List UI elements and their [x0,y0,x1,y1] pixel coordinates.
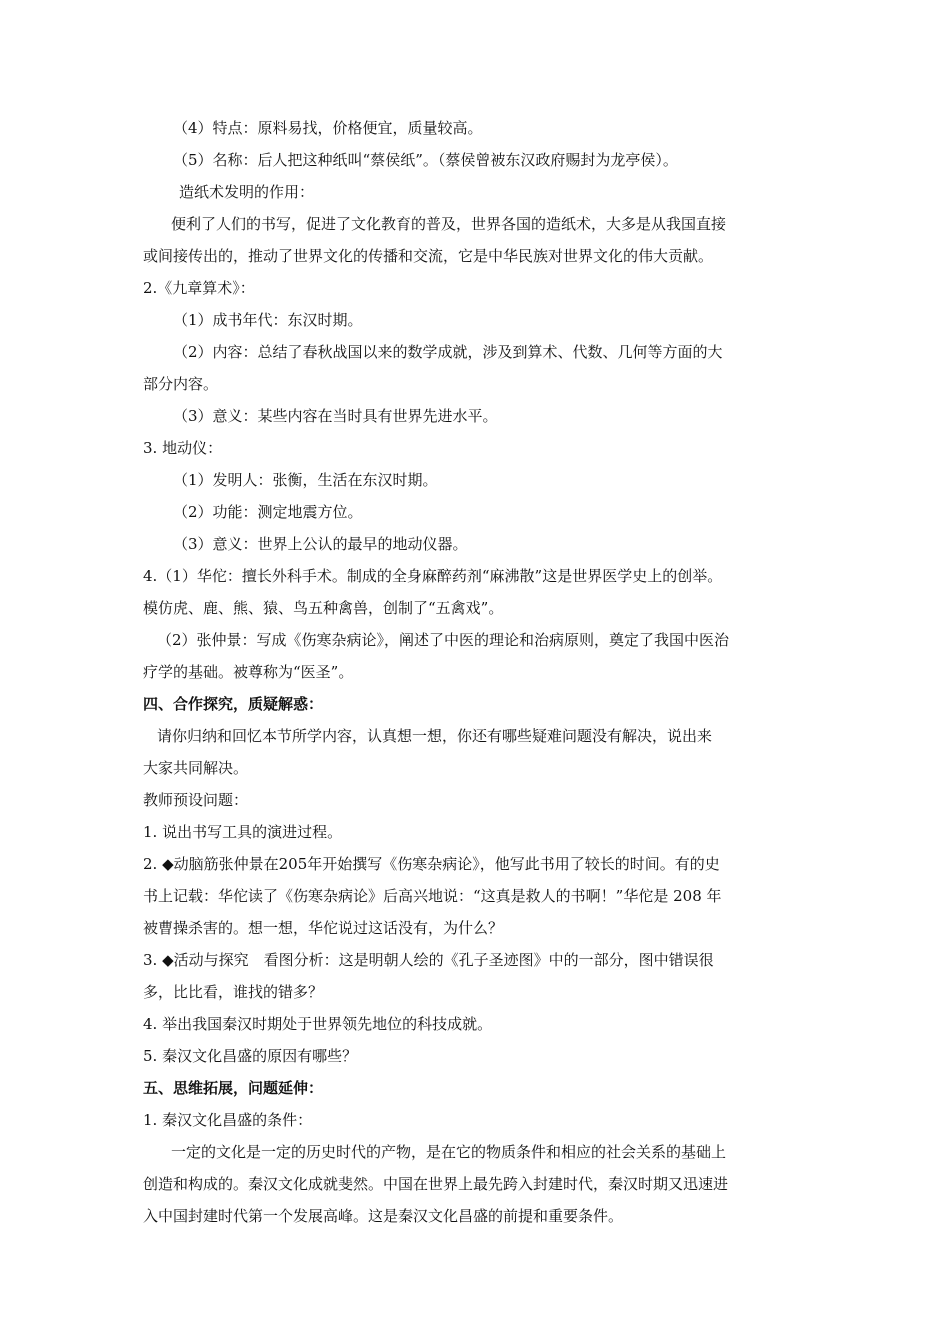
section-item-3: 3. 地动仪： [143,439,223,457]
text-line: 一定的文化是一定的历史时代的产物，是在它的物质条件和相应的社会关系的基础上 [171,1143,727,1161]
document-page [143,112,811,1232]
text-line: 被曹操杀害的。想一想，华佗说过这话没有，为什么？ [143,919,504,937]
text-line: 便利了人们的书写，促进了文化教育的普及，世界各国的造纸术，大多是从我国直接 [171,215,727,233]
text-line: 造纸术发明的作用： [179,183,315,201]
text-line: （3）意义：世界上公认的最早的地动仪器。 [173,535,468,553]
text-line: 请你归纳和回忆本节所学内容，认真想一想，你还有哪些疑难问题没有解决，说出来 [157,727,713,745]
question-5: 5. 秦汉文化昌盛的原因有哪些？ [143,1047,358,1065]
text-line: 部分内容。 [143,375,219,393]
text-line: （2）内容：总结了春秋战国以来的数学成就，涉及到算术、代数、几何等方面的大 [173,343,723,361]
text-line: （4）特点：原料易找，价格便宜，质量较高。 [173,119,483,137]
text-line: （1）成书年代：东汉时期。 [173,311,363,329]
text-line: （1）发明人：张衡，生活在东汉时期。 [173,471,438,489]
text-line: 模仿虎、鹿、熊、猿、鸟五种禽兽，创制了“五禽戏”。 [143,599,504,617]
question-3: 3. ◆活动与探究 看图分析：这是明朝人绘的《孔子圣迹图》中的一部分，图中错误很 [143,951,714,969]
text-line: 疗学的基础。被尊称为“医圣”。 [143,663,354,681]
section-item-4: 4.（1）华佗：擅长外科手术。制成的全身麻醉药剂“麻沸散”这是世界医学史上的创举。 [143,567,723,585]
section-item-2: 2.《九章算术》： [143,279,255,297]
text-line: 创造和构成的。秦汉文化成就斐然。中国在世界上最先跨入封建时代，秦汉时期又迅速进 [143,1175,729,1193]
subsection-1: 1. 秦汉文化昌盛的条件： [143,1111,313,1129]
section-heading-5: 五、思维拓展，问题延伸： [143,1079,324,1097]
question-1: 1. 说出书写工具的演进过程。 [143,823,343,841]
text-line: （3）意义：某些内容在当时具有世界先进水平。 [173,407,498,425]
text-line: （2）功能：测定地震方位。 [173,503,363,521]
question-2: 2. ◆动脑筋张仲景在205年开始撰写《伤寒杂病论》，他写此书用了较长的时间。有的史 [143,855,720,873]
section-heading-4: 四、合作探究，质疑解惑： [143,695,324,713]
text-line: 大家共同解决。 [143,759,249,777]
text-line: 或间接传出的，推动了世界文化的传播和交流，它是中华民族对世界文化的伟大贡献。 [143,247,714,265]
question-4: 4. 举出我国秦汉时期处于世界领先地位的科技成就。 [143,1015,493,1033]
text-line: （5）名称：后人把这种纸叫“蔡侯纸”。（蔡侯曾被东汉政府赐封为龙亭侯）。 [173,151,678,169]
text-line: 教师预设问题： [143,791,249,809]
text-line: 入中国封建时代第一个发展高峰。这是秦汉文化昌盛的前提和重要条件。 [143,1207,624,1225]
text-line: 多，比比看，谁找的错多？ [143,983,324,1001]
text-line: （2）张仲景：写成《伤寒杂病论》，阐述了中医的理论和治病原则，奠定了我国中医治 [157,631,730,649]
text-line: 书上记载：华佗读了《伤寒杂病论》后高兴地说：“这真是救人的书啊！”华佗是 208 年 [143,887,722,905]
